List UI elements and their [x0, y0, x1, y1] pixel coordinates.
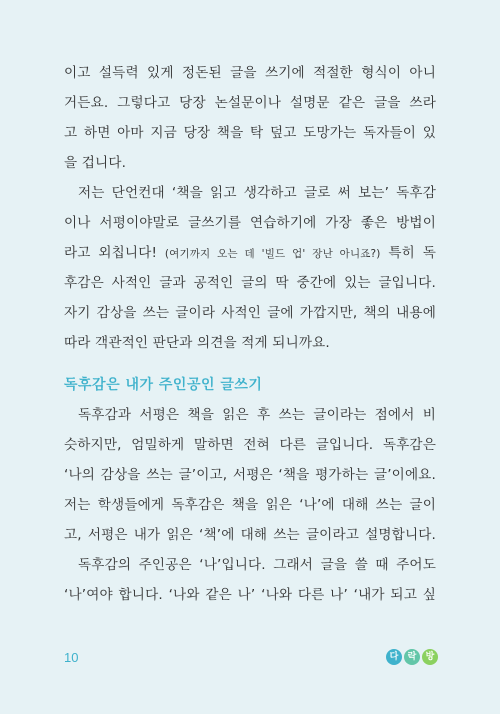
text-span: 특히 독	[380, 245, 436, 261]
text-line: 독후감의 주인공은 ‘나’입니다. 그래서 글을 쓸 때 주어도	[78, 557, 436, 573]
aside-note: (여기까지 오는 데 '빌드 업' 장난 아니죠?)	[164, 248, 381, 260]
text-line: 독후감과 서평은 책을 읽은 후 쓰는 글이라는 점에서 비	[78, 407, 436, 423]
paragraph-2-end	[64, 298, 436, 358]
text-line: 이고 설득력 있게 정돈된 글을 쓰기에 적절한 형식이 아니	[64, 65, 436, 81]
logo-char: 다	[386, 649, 402, 665]
text-span: 라고 외칩니다!	[64, 245, 165, 261]
text-line: 이나 서평이야말로 글쓰기를 연습하기에 가장 좋은 방법이	[64, 215, 436, 231]
section-body	[64, 400, 436, 610]
text-line-mixed	[64, 238, 436, 268]
text-line: 따라 객관적인 판단과 의견을 적게 되니까요.	[64, 335, 330, 351]
text-line: 고 하면 아마 지금 당장 책을 탁 덮고 도망가는 독자들이 있	[64, 125, 436, 141]
page-number: 10	[64, 650, 79, 665]
text-line: 을 겁니다.	[64, 155, 127, 171]
text-line: 저는 단언컨대 ‘책을 읽고 생각하고 글로 써 보는’ 독후감	[78, 185, 436, 201]
text-line: ‘나의 감상을 쓰는 글’이고, 서평은 ‘책을 평가하는 글’이에요.	[64, 467, 436, 483]
text-line: 거든요. 그렇다고 당장 논설문이나 설명문 같은 글을 쓰라	[64, 95, 436, 111]
text-line: 슷하지만, 엄밀하게 말하면 전혀 다른 글입니다. 독후감은	[64, 437, 436, 453]
text-line: ‘나’여야 합니다. ‘나와 같은 나’ ‘나와 다른 나’ ‘내가 되고 싶	[64, 587, 436, 603]
text-line: 저는 학생들에게 독후감은 책을 읽은 ‘나’에 대해 쓰는 글이	[64, 497, 436, 513]
text-line: 고, 서평은 내가 읽은 ‘책’에 대해 쓰는 글이라고 설명합니다.	[64, 527, 436, 543]
text-line: 후감은 사적인 글과 공적인 글의 딱 중간에 있는 글입니다.	[64, 275, 436, 291]
publisher-logo	[386, 649, 438, 665]
text-line: 자기 감상을 쓰는 글이라 사적인 글에 가깝지만, 책의 내용에	[64, 305, 436, 321]
section-heading: 독후감은 내가 주인공인 글쓰기	[64, 377, 263, 393]
logo-char: 락	[404, 649, 420, 665]
logo-char: 방	[422, 649, 438, 665]
paragraph-continued	[64, 58, 436, 298]
